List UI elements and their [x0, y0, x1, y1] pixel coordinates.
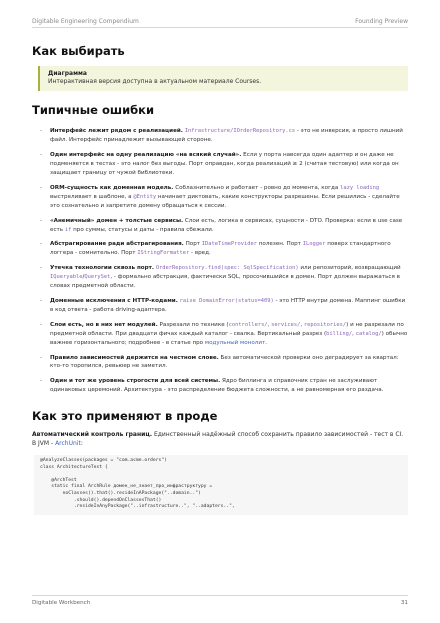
item-lead: Один интерфейс на одну реализацию «на всякий случай».: [50, 152, 242, 159]
footer-title: Digitable Workbench: [32, 600, 91, 606]
bullet-dash: -: [40, 298, 43, 304]
inline-code: IDateTimeProvider: [201, 241, 257, 248]
page-header: [32, 15, 408, 27]
inline-code: repositories/: [303, 321, 347, 328]
item-text: Порт: [183, 241, 202, 248]
list-item: [32, 297, 408, 315]
bullet-dash: -: [40, 184, 43, 191]
item-text: ) и не разрезали по предметной области. При двадцати фичах каждый каталог - свалка. Вертикальный разрез (: [50, 321, 404, 337]
item-text: /: [82, 274, 85, 281]
item-lead: Абстрагирование ради абстрагирования.: [50, 241, 184, 248]
inline-code: ILogger: [302, 241, 326, 248]
item-lead: ORM-сущность как доменная модель.: [50, 184, 174, 191]
list-item: [32, 127, 408, 145]
paragraph-text: Единственный надёжный способ сохранить правило зависимостей - тест в CI. В JVM -: [32, 431, 404, 448]
item-lead: «Анемичный» домен + толстые сервисы.: [50, 217, 184, 224]
inline-code: IStringFormatter: [137, 250, 190, 257]
inline-code: catalog/: [355, 330, 382, 337]
item-lead: Интерфейс лежит рядом с реализацией.: [50, 128, 183, 135]
production-paragraph: [32, 431, 408, 449]
code-block: @AnalyzeClasses(packages = "com.acme.orders") class ArchitectureTest { @ArchTest static final ArchRule домен_не_знает_про_инфраструктуру = noClasses().that().resideInAPackage("..domain..") .should().dependOnClassesThat() .resideInAnyPackage("..infrastructure..", "..adapters..",: [34, 455, 408, 515]
inline-code: controllers/: [228, 321, 268, 328]
list-item: [32, 354, 408, 372]
bullet-dash: -: [40, 152, 43, 159]
item-text: поверх стандартного логгера - сомнительно. Порт: [50, 241, 391, 257]
inline-code: raise DomainError(status=409): [179, 298, 274, 304]
item-text: ,: [300, 321, 304, 328]
item-text: - это не инверсия, а просто лишний файл. Интерфейс принадлежит вызывающей стороне.: [50, 128, 403, 144]
section-title-common-mistakes: Типичные ошибки: [32, 103, 155, 118]
item-text: про суммы, статусы и даты - правила сбежали.: [71, 226, 214, 233]
inline-code: IQueryable: [50, 274, 83, 281]
bullet-dash: -: [40, 354, 43, 361]
inline-code: services/: [271, 321, 301, 328]
callout-body: Интерактивная версия доступна в актуальном материале Courses.: [48, 78, 262, 85]
item-text: ) обычно важнее горизонтального; подробнее - в статье про: [50, 330, 408, 346]
item-text: Разрезали по технике (: [157, 321, 229, 328]
item-lead: Слои есть, но в них нет модулей.: [50, 321, 158, 328]
page-number: 31: [400, 600, 408, 606]
paragraph-end: :: [80, 440, 83, 448]
paragraph-lead: Автоматический контроль границ.: [32, 431, 153, 439]
list-item: [32, 217, 408, 235]
archunit-link[interactable]: ArchUnit: [55, 440, 81, 448]
page-footer: [32, 598, 408, 608]
item-text: начинает диктовать, какие конструкторы разрешены. Если решились - сделайте это сознательно и запретите домену обращаться к сессии.: [50, 193, 400, 209]
bullet-dash: -: [40, 217, 43, 224]
inline-code: if: [64, 226, 72, 233]
bullet-dash: -: [40, 241, 43, 248]
item-text: .: [265, 339, 268, 346]
bullet-dash: -: [40, 265, 43, 272]
item-text: Без автоматической проверки оно деградирует за квартал: кто-то торопился, ревьюер не заметил.: [50, 354, 399, 370]
item-text: выстреливает в шаблоне, а: [50, 193, 134, 200]
diagram-callout: [38, 66, 408, 91]
header-edition: Founding Preview: [355, 17, 408, 25]
item-text: полезен. Порт: [256, 241, 303, 248]
inline-code: Infrastructure/IOrderRepository.cs: [184, 128, 296, 135]
list-item: [32, 151, 408, 178]
item-lead: Утечка технологии сквозь порт.: [50, 265, 155, 272]
item-text: Ядро биллинга и справочник стран не заслуживают одинаковых церемоний. Архитектура - это распределение бюджета сложности, а не равномерная его раздача.: [50, 378, 384, 394]
inline-code: QuerySet: [84, 274, 111, 281]
inline-code: OrderRepository.find(spec: SqlSpecification): [155, 265, 299, 272]
item-lead: Правило зависимостей держится на честном слове.: [50, 354, 219, 361]
item-text: Соблазнительно и работает - ровно до момента, когда: [173, 184, 341, 191]
callout-title: Диаграмма: [48, 70, 87, 77]
header-title: Digitable Engineering Compendium: [32, 17, 139, 25]
list-item: [32, 240, 408, 258]
list-item: [32, 264, 408, 291]
item-lead: Один и тот же уровень строгости для всей системы.: [50, 378, 221, 385]
item-text: или репозиторий, возвращающий: [298, 265, 401, 272]
inline-code: @Entity: [133, 193, 157, 200]
item-text: - вред.: [189, 250, 211, 257]
page-content: [32, 44, 408, 515]
inline-code: billing/: [326, 330, 353, 337]
item-text: , - формально абстракция, фактически SQL, просочившийся в домен. Порт должен выражаться в словах предметной области.: [50, 274, 400, 290]
item-text: Слои есть, логика в сервисах, сущности - DTO. Проверка: если в use case есть: [50, 217, 403, 233]
mistakes-list: [32, 127, 408, 395]
list-item: [32, 184, 408, 211]
item-text: ,: [352, 330, 356, 337]
bullet-dash: -: [40, 321, 43, 328]
section-title-in-production: Как это применяют в проде: [32, 409, 218, 424]
list-item: [32, 377, 408, 395]
header-divider: [32, 27, 408, 28]
inline-code: lazy loading: [340, 184, 380, 191]
item-text: - это HTTP внутри домена. Маппинг ошибки в код ответа - работа driving-адаптера.: [50, 298, 406, 313]
bullet-dash: -: [40, 378, 43, 385]
item-text: ,: [267, 321, 272, 328]
inline-link[interactable]: модульный монолит: [204, 339, 266, 346]
footer-divider: [32, 595, 408, 596]
section-title-how-to-choose: Как выбирать: [32, 44, 125, 58]
list-item: [32, 321, 408, 348]
item-lead: Доменные исключения с HTTP-кодами.: [50, 298, 178, 304]
bullet-dash: -: [40, 128, 43, 135]
item-text: Если у порта навсегда один адаптер и он даже не подменяется в тестах - это налог без выгоды. Порт оправдан, когда реализаций ≥ 2 (считая тестовую) или когда он защищает границу от чужой библиотеки.: [50, 152, 399, 177]
